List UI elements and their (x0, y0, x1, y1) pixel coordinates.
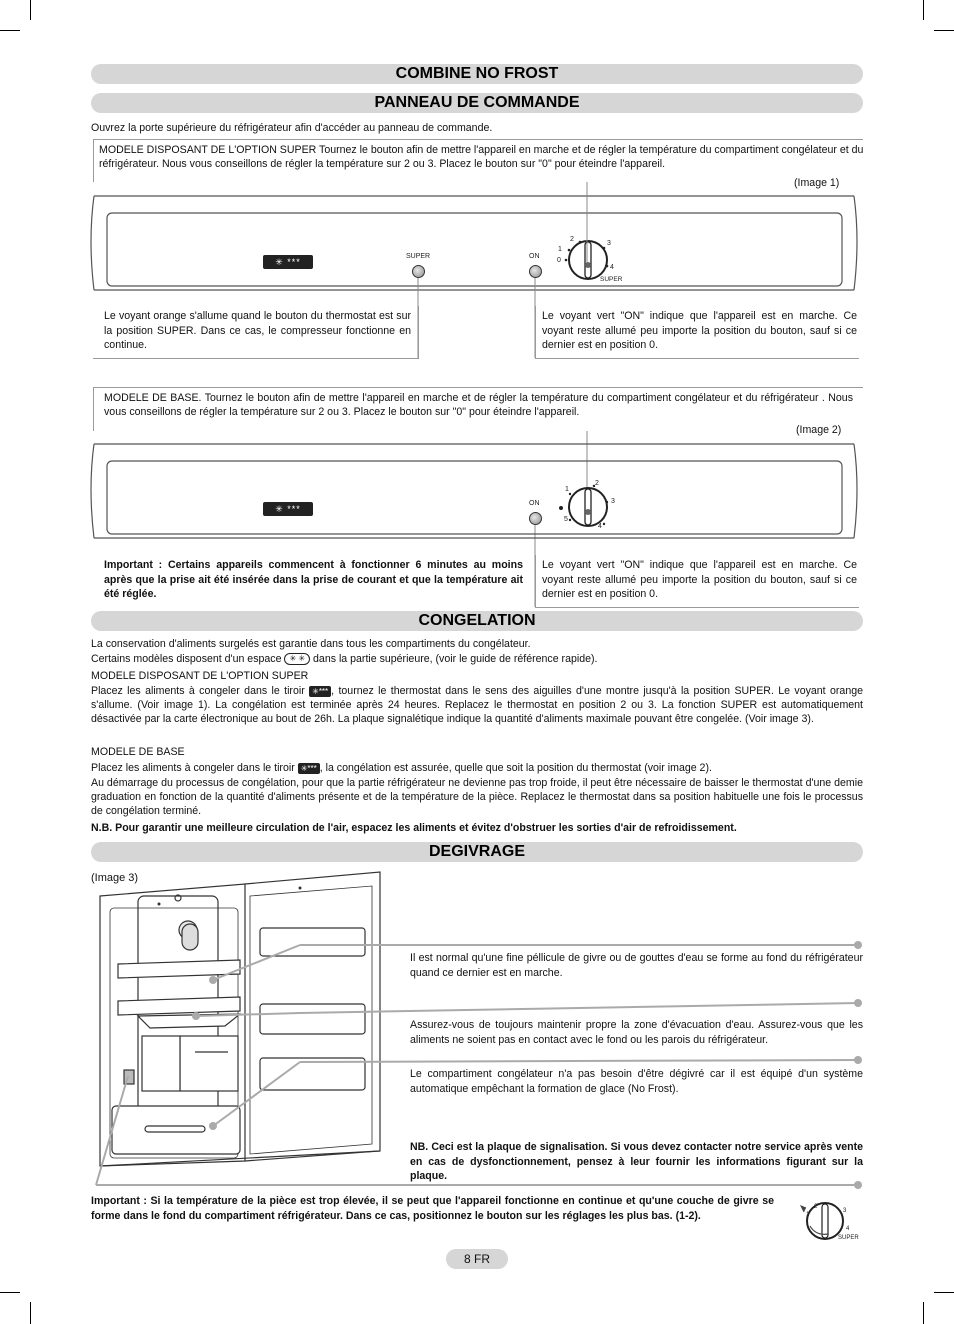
dial2-num-1: 1 (565, 486, 569, 493)
callout-important-delay: Important : Certains appareils commencent à fonctionner 6 minutes au moins après que la prise ait été insérée dans la prise de courant et que la température ait été réglée. (104, 559, 523, 601)
dial2-num-3: 3 (611, 498, 615, 505)
dial1-num-1: 1 (558, 246, 562, 253)
mini-dial-num-4: 4 (846, 1226, 850, 1232)
freezer-drawer-icon: ✳ *** (263, 255, 313, 269)
mini-dial-num-2: 2 (814, 1204, 818, 1210)
dial2-num-5: 5 (564, 516, 568, 523)
image3-label: (Image 3) (91, 872, 139, 884)
dial2-num-2: 2 (595, 480, 599, 487)
dial1-num-4: 4 (610, 264, 614, 271)
section-header-panneau: PANNEAU DE COMMANDE (91, 93, 863, 113)
base-p-a: Placez les aliments à congeler dans le tiroir (91, 762, 295, 774)
degivrage-callout-plate: NB. Ceci est la plaque de signalisation. Si vous devez contacter notre service après vente en cas de dysfonctionnement, pensez à leur fournir les informations figurant sur la plaque. (410, 1141, 863, 1183)
section-header-congelation: CONGELATION (91, 611, 863, 631)
freezer-drawer-inline-icon: ✳*** (309, 686, 331, 697)
congelation-base-title: MODELE DE BASE (91, 746, 185, 758)
on-label: ON (529, 253, 540, 260)
super-p-b: , tournez le thermostat dans le sens des aiguilles d'une montre jusqu'à la position SUPER. Le voyant orange s'allume. (Voir image 1). La congélation est terminée après 24 heures. Replacez le thermostat en position 2 ou 3. La fonction SUPER est automatiquement désactivée par la carte électronique au bout de 26h. La plaque signalétique indique la quantité d'aliments maximale pouvant être congelée. (Voir image 3). (91, 685, 863, 725)
congelation-demarrage: Au démarrage du processus de congélation, pour que la partie réfrigérateur ne devienne pas trop froide, il peut être nécessaire de baisser le thermostat d'une demie graduation en fonction de la quantité d'aliments présente et de la température de la pièce. Replacez le thermostat dans sa position habituelle une fois le processus de congélation terminé. (91, 777, 863, 817)
degivrage-callout-2: Assurez-vous de toujours maintenir propre la zone d'évacuation d'eau. Assurez-vous que les aliments ne soient pas en contact avec le fond ou les parois du réfrigérateur. (410, 1019, 863, 1046)
degivrage-important: Important : Si la température de la pièce est trop élevée, il se peut que l'appareil fonctionne en continue et qu'une couche de givre se forme dans le fond du compartiment réfrigérateur. Dans ce cas, positionnez le bouton sur les réglages les plus bas. (1-2). (91, 1195, 774, 1222)
base-model-text: MODELE DE BASE. Tournez le bouton afin de mettre l'appareil en marche et de régler la température du compartiment congélateur et du réfrigérateur . Nous vous conseillons de régler la température sur 2 ou 3. Placez le bouton sur "0" pour éteindre l'appareil. (104, 392, 853, 418)
congelation-nb: N.B. Pour garantir une meilleure circulation de l'air, espacez les aliments et évitez d'obstruer les sorties d'air de refroidissement. (91, 822, 737, 834)
base-p-b: , la congélation est assurée, quelle que soit la position du thermostat (voir image 2). (319, 762, 712, 774)
dial1-num-0: 0 (557, 257, 561, 264)
dial1-super: SUPER (600, 276, 623, 283)
super-model-text: MODELE DISPOSANT DE L'OPTION SUPER Tournez le bouton afin de mettre l'appareil en marche et de régler la température du compartiment congélateur et du réfrigérateur. Nous vous conseillons de régler la température sur 2 ou 3. Placez le bouton sur "0" pour éteindre l'appareil. (99, 144, 864, 170)
freezer-drawer-inline-icon-2: ✳*** (298, 763, 320, 774)
mini-dial-super: SUPER (838, 1235, 859, 1241)
freezer-drawer-icon-2: ✳ *** (263, 502, 313, 516)
dial1-num-3: 3 (607, 240, 611, 247)
degivrage-callout-1: Il est normal qu'une fine péllicule de givre ou de gouttes d'eau se forme au fond du réfrigérateur quand ce dernier est en marche. (410, 952, 863, 979)
congelation-p1: La conservation d'aliments surgelés est garantie dans tous les compartiments du congélateur. (91, 638, 531, 650)
snowflake-space-icon: ✳ ✳ (284, 653, 310, 665)
callout-green-led-1: Le voyant vert "ON" indique que l'appareil est en marche. Ce voyant reste allumé peu importe la position du bouton, sauf si ce dernier est en position 0. (542, 310, 857, 352)
degivrage-callout-3: Le compartiment congélateur n'a pas besoin d'être dégivré car il est équipé d'un système automatique empêchant la formation de glace (No Frost). (410, 1068, 863, 1095)
mini-dial-num-3: 3 (843, 1208, 847, 1214)
congelation-super-title: MODELE DISPOSANT DE L'OPTION SUPER (91, 670, 309, 682)
page-number: 8 FR (446, 1249, 508, 1269)
panneau-intro: Ouvrez la porte supérieure du réfrigérateur afin d'accéder au panneau de commande. (91, 122, 493, 134)
dial1-num-2: 2 (570, 236, 574, 243)
callout-orange-led: Le voyant orange s'allume quand le bouton du thermostat est sur la position SUPER. Dans ce cas, le compresseur fonctionne en continue. (104, 310, 411, 352)
congelation-p2-b: dans la partie supérieure, (voir le guide de référence rapide). (313, 653, 598, 665)
super-p-a: Placez les aliments à congeler dans le tiroir (91, 685, 305, 697)
super-label: SUPER (406, 253, 431, 260)
section-header-combine: COMBINE NO FROST (91, 64, 863, 84)
image2-label: (Image 2) (796, 424, 842, 436)
on-label-2: ON (529, 500, 540, 507)
congelation-p2-a: Certains modèles disposent d'un espace (91, 653, 282, 665)
callout-green-led-2: Le voyant vert "ON" indique que l'appareil est en marche. Ce voyant reste allumé peu importe la position du bouton, sauf si ce dernier est en position 0. (542, 559, 857, 601)
dial2-num-4: 4 (598, 523, 602, 530)
mini-dial-num-1: 1 (806, 1212, 810, 1218)
image1-label: (Image 1) (794, 177, 840, 189)
section-header-degivrage: DEGIVRAGE (91, 842, 863, 862)
